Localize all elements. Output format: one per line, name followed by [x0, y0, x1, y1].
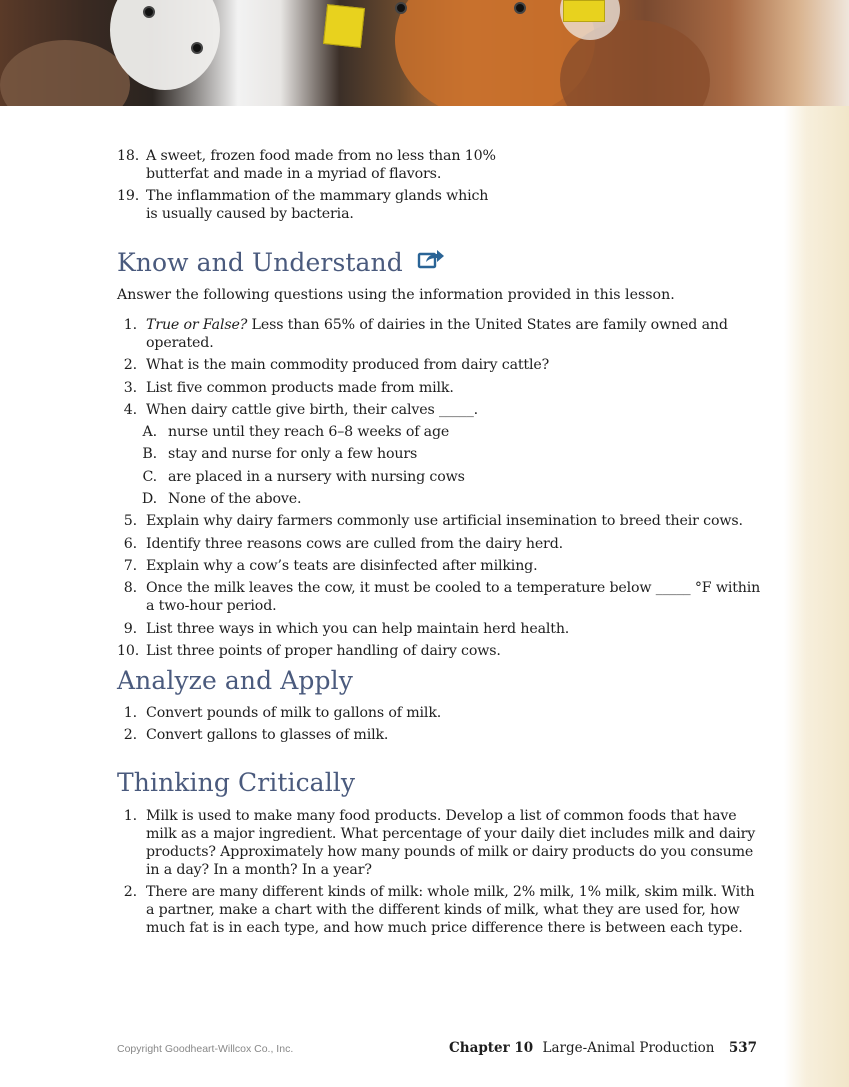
question-item: 3. List five common products made from milk. — [123, 379, 454, 396]
share-arrow-icon[interactable] — [417, 247, 445, 276]
ear-tag — [323, 4, 365, 48]
calf-eye — [514, 2, 526, 14]
answer-choice: C. are placed in a nursery with nursing cows — [142, 468, 465, 485]
vocab-item: 18. A sweet, frozen food made from no less than 10% butterfat and made in a myriad of flavors. — [117, 148, 496, 182]
running-footer — [449, 1040, 757, 1056]
header-photo — [0, 0, 849, 106]
vocab-list — [117, 147, 497, 228]
page-footer — [117, 1040, 757, 1060]
calf-eye — [395, 2, 407, 14]
answer-choice: B. stay and nurse for only a few hours — [142, 446, 418, 463]
calf-shape — [0, 40, 130, 106]
question-item: 7. Explain why a cow’s teats are disinfected after milking. — [123, 557, 538, 574]
question-item: 9. List three ways in which you can help maintain herd health. — [123, 620, 570, 637]
page-margin-stripe — [784, 106, 849, 1087]
question-item: 1. True or False? Less than 65% of dairies in the United States are family owned and operated. — [123, 317, 728, 351]
analyze-and-apply-heading: Analyze and Apply — [117, 666, 353, 695]
page-number: 537 — [728, 1040, 757, 1056]
question-item: 2. What is the main commodity produced from dairy cattle? — [123, 357, 550, 374]
question-item: 6. Identify three reasons cows are culled from the dairy herd. — [123, 535, 563, 552]
question-item: 2. There are many different kinds of milk: whole milk, 2% milk, 1% milk, skim milk. With a partner, make a chart with the different kinds of milk, what they are used for, how much fat is in each type, and how much price difference there is between each type. — [123, 884, 755, 937]
calf-eye — [143, 6, 155, 18]
true-false-label: True or False? — [146, 317, 248, 333]
vocab-item: 19. The inflammation of the mammary glands which is usually caused by bacteria. — [117, 188, 489, 223]
ear-tag — [563, 0, 605, 22]
question-item: 4. When dairy cattle give birth, their calves _____. — [123, 401, 479, 418]
know-and-understand-questions — [117, 316, 767, 664]
chapter-title: Large-Animal Production — [542, 1040, 715, 1056]
calf-eye — [191, 42, 203, 54]
copyright-notice: Copyright Goodheart-Willcox Co., Inc. — [117, 1043, 294, 1055]
thinking-critically-heading: Thinking Critically — [117, 768, 356, 797]
chapter-label: Chapter 10 — [449, 1040, 534, 1056]
question-item: 10. List three points of proper handling of dairy cows. — [117, 642, 501, 659]
question-item: 1. Convert pounds of milk to gallons of milk. — [123, 705, 442, 721]
question-item: 1. Milk is used to make many food products. Develop a list of common foods that have milk as a major ingredient. What percentage of your daily diet includes milk and dairy products? Approximately how many pounds of milk or dairy products do you consume in a day? In a month? In a year? — [123, 808, 756, 878]
question-item: 2. Convert gallons to glasses of milk. — [123, 727, 389, 744]
question-item: 5. Explain why dairy farmers commonly use artificial insemination to breed their cows. — [123, 513, 743, 530]
thinking-critically-questions — [117, 807, 757, 942]
question-item: 8. Once the milk leaves the cow, it must be cooled to a temperature below _____ °F within a two-hour period. — [123, 580, 761, 615]
analyze-and-apply-questions — [117, 704, 767, 749]
section-instructions: Answer the following questions using the information provided in this lesson. — [117, 287, 675, 303]
know-and-understand-heading: Know and Understand — [117, 248, 445, 277]
answer-choice: D. None of the above. — [141, 491, 302, 508]
answer-choice: A. nurse until they reach 6–8 weeks of age — [142, 424, 450, 441]
